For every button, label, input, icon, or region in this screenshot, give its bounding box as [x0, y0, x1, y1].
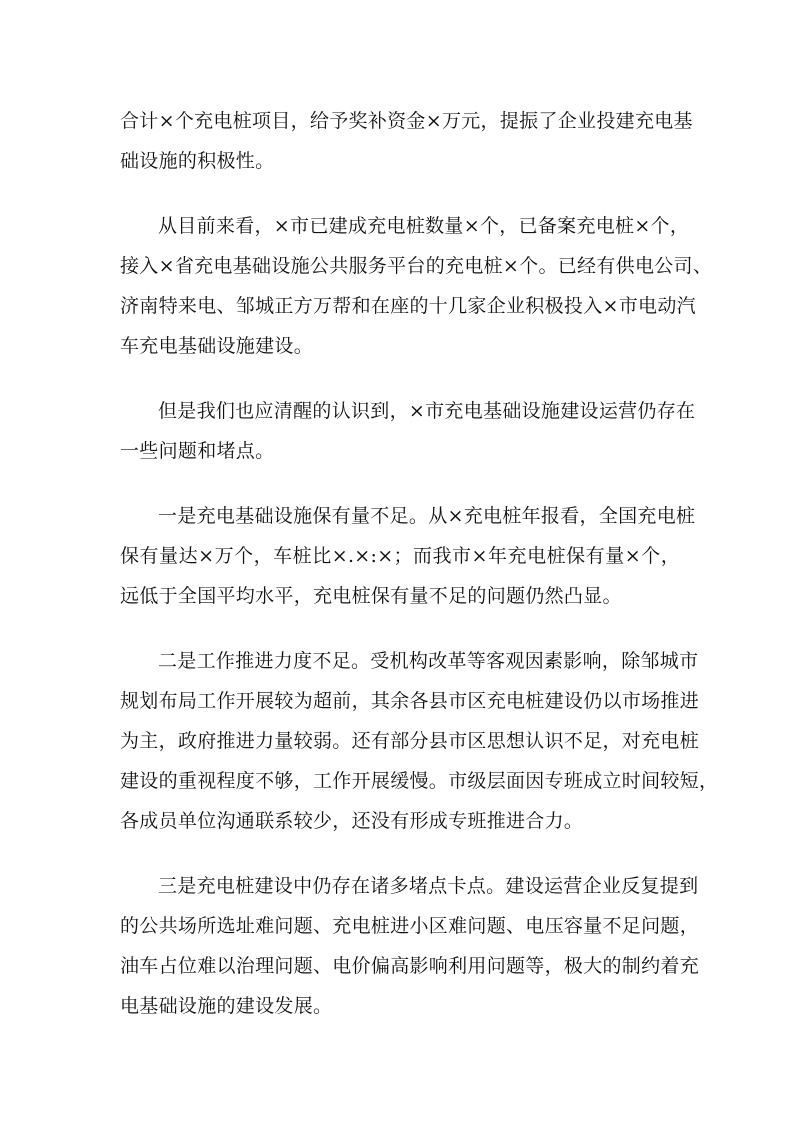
text-line: 一是充电基础设施保有量不足。从×充电桩年报看，全国充电桩: [158, 505, 696, 527]
text-line: 规划布局工作开展较为超前，其余各县市区充电桩建设仍以市场推进: [120, 690, 700, 712]
paragraph-5: [120, 641, 719, 841]
text-line: 合计×个充电桩项目，给予奖补资金×万元，提振了企业投建充电基: [120, 110, 693, 132]
text-line: 础设施的积极性。: [120, 150, 275, 172]
text-line: 接入×省充电基础设施公共服务平台的充电桩×个。已经有供电公司、: [120, 255, 713, 277]
text-line: 二是工作推进力度不足。受机构改革等客观因素影响，除邹城市: [158, 650, 699, 672]
text-line: 保有量达×万个，车桩比×.×:×；而我市×年充电桩保有量×个，: [120, 545, 680, 567]
text-line: 但是我们也应清醒的认识到，×市充电基础设施建设运营仍存在: [158, 400, 696, 422]
paragraph-4: [120, 496, 696, 616]
text-line: 从目前来看，×市已建成充电桩数量×个，已备案充电桩×个，: [158, 215, 690, 237]
paragraph-1: [120, 101, 693, 181]
text-line: 各成员单位沟通联系较少，还没有形成专班推进合力。: [120, 810, 584, 832]
text-line: 远低于全国平均水平，充电桩保有量不足的问题仍然凸显。: [120, 585, 622, 607]
text-line: 电基础设施的建设发展。: [120, 995, 333, 1017]
text-line: 三是充电桩建设中仍存在诸多堵点卡点。建设运营企业反复提到: [158, 875, 699, 897]
document-page: [120, 101, 719, 1051]
text-line: 车充电基础设施建设。: [120, 335, 314, 357]
text-line: 建设的重视程度不够，工作开展缓慢。市级层面因专班成立时间较短，: [120, 770, 719, 792]
paragraph-2: [120, 206, 713, 366]
paragraph-6: [120, 866, 700, 1026]
paragraph-3: [120, 391, 696, 471]
text-line: 为主，政府推进力量较弱。还有部分县市区思想认识不足，对充电桩: [120, 730, 700, 752]
text-line: 的公共场所选址难问题、充电桩进小区难问题、电压容量不足问题，: [120, 915, 700, 937]
text-line: 油车占位难以治理问题、电价偏高影响利用问题等，极大的制约着充: [120, 955, 700, 977]
text-line: 一些问题和堵点。: [120, 440, 275, 462]
text-line: 济南特来电、邹城正方万帮和在座的十几家企业积极投入×市电动汽: [120, 295, 696, 317]
